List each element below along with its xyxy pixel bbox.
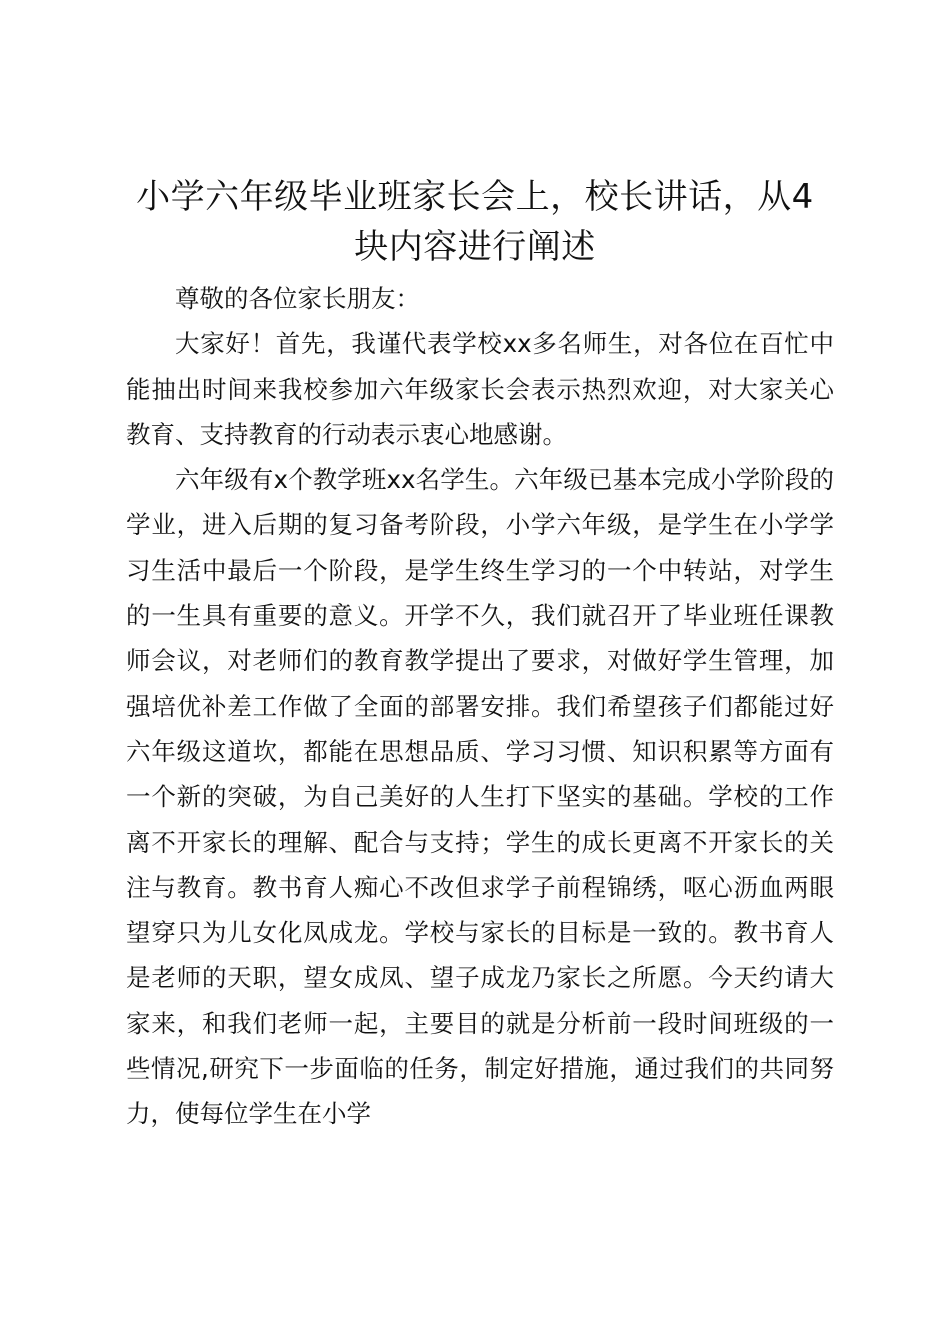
greeting-paragraph: 大家好！首先，我谨代表学校xx多名师生，对各位在百忙中能抽出时间来我校参加六年级家长会表示热烈欢迎，对大家关心教育、支持教育的行动表示衷心地感谢。: [126, 329, 834, 449]
salutation-paragraph: 尊敬的各位家长朋友：: [175, 284, 420, 313]
body-paragraph: 六年级有x个教学班xx名学生。六年级已基本完成小学阶段的学业，进入后期的复习备考阶段，小学六年级，是学生在小学学习生活中最后一个阶段，是学生终生学习的一个中转站，对学生的一生具有重要的意义。开学不久，我们就召开了毕业班任课教师会议，对老师们的教育教学提出了要求，对做好学生管理，加强培优补差工作做了全面的部署安排。我们希望孩子们都能过好六年级这道坎，都能在思想品质、学习习惯、知识积累等方面有一个新的突破，为自己美好的人生打下坚实的基础。学校的工作离不开家长的理解、配合与支持；学生的成长更离不开家长的关注与教育。教书育人痴心不改但求学子前程锦绣，呕心沥血两眼望穿只为儿女化凤成龙。学校与家长的目标是一致的。教书育人是老师的天职，望女成凤、望子成龙乃家长之所愿。今天约请大家来，和我们老师一起，主要目的就是分析前一段时间班级的一些情况,研究下一步面临的任务，制定好措施，通过我们的共同努力，使每位学生在小学: [126, 465, 834, 1129]
document-title: 小学六年级毕业班家长会上，校长讲话，从4块内容进行阐述: [136, 177, 814, 267]
document-body: [126, 276, 834, 1137]
